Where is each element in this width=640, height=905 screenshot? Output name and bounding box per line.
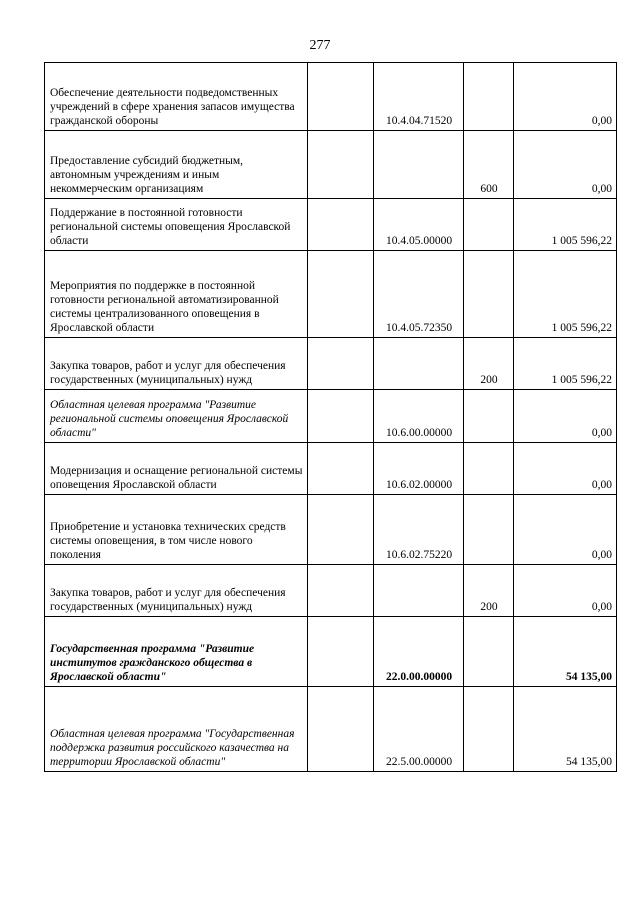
row-amount: 0,00 bbox=[514, 63, 617, 131]
blank-cell bbox=[308, 199, 374, 251]
blank-cell bbox=[308, 338, 374, 390]
row-amount: 1 005 596,22 bbox=[514, 251, 617, 338]
row-amount: 1 005 596,22 bbox=[514, 199, 617, 251]
blank-cell bbox=[308, 131, 374, 199]
row-amount: 0,00 bbox=[514, 390, 617, 443]
row-type: 200 bbox=[464, 338, 514, 390]
row-type bbox=[464, 390, 514, 443]
table-row bbox=[45, 443, 617, 495]
table-row bbox=[45, 199, 617, 251]
row-name: Государственная программа "Развитие институтов гражданского общества в Ярославской области" bbox=[45, 617, 308, 687]
row-code bbox=[374, 131, 464, 199]
blank-cell bbox=[308, 617, 374, 687]
row-type: 600 bbox=[464, 131, 514, 199]
row-name: Областная целевая программа "Государственная поддержка развития российского казачества на территории Ярославской области" bbox=[45, 687, 308, 772]
row-type bbox=[464, 443, 514, 495]
row-type bbox=[464, 495, 514, 565]
row-amount: 1 005 596,22 bbox=[514, 338, 617, 390]
row-code bbox=[374, 338, 464, 390]
row-code: 10.6.02.75220 bbox=[374, 495, 464, 565]
row-type bbox=[464, 199, 514, 251]
blank-cell bbox=[308, 390, 374, 443]
row-name: Приобретение и установка технических средств системы оповещения, в том числе нового поколения bbox=[45, 495, 308, 565]
blank-cell bbox=[308, 495, 374, 565]
blank-cell bbox=[308, 63, 374, 131]
blank-cell bbox=[308, 251, 374, 338]
table-row bbox=[45, 617, 617, 687]
row-code bbox=[374, 565, 464, 617]
table-row bbox=[45, 338, 617, 390]
blank-cell bbox=[308, 565, 374, 617]
row-amount: 0,00 bbox=[514, 565, 617, 617]
row-amount: 0,00 bbox=[514, 443, 617, 495]
table-row bbox=[45, 495, 617, 565]
row-type bbox=[464, 617, 514, 687]
row-code: 22.5.00.00000 bbox=[374, 687, 464, 772]
row-amount: 0,00 bbox=[514, 495, 617, 565]
row-amount: 54 135,00 bbox=[514, 687, 617, 772]
row-amount: 54 135,00 bbox=[514, 617, 617, 687]
table-row bbox=[45, 565, 617, 617]
row-code: 10.6.02.00000 bbox=[374, 443, 464, 495]
row-code: 10.4.05.72350 bbox=[374, 251, 464, 338]
row-name: Обеспечение деятельности подведомственных учреждений в сфере хранения запасов имущества гражданской обороны bbox=[45, 63, 308, 131]
blank-cell bbox=[308, 443, 374, 495]
row-code: 10.6.00.00000 bbox=[374, 390, 464, 443]
row-type: 200 bbox=[464, 565, 514, 617]
row-name: Предоставление субсидий бюджетным, автономным учреждениям и иным некоммерческим организациям bbox=[45, 131, 308, 199]
row-type bbox=[464, 687, 514, 772]
table-row bbox=[45, 390, 617, 443]
row-code: 10.4.04.71520 bbox=[374, 63, 464, 131]
blank-cell bbox=[308, 687, 374, 772]
table-row bbox=[45, 687, 617, 772]
row-amount: 0,00 bbox=[514, 131, 617, 199]
table-row bbox=[45, 251, 617, 338]
row-name: Мероприятия по поддержке в постоянной готовности региональной автоматизированной системы централизованного оповещения в Ярославской области bbox=[45, 251, 308, 338]
table-row bbox=[45, 131, 617, 199]
row-name: Закупка товаров, работ и услуг для обеспечения государственных (муниципальных) нужд bbox=[45, 338, 308, 390]
row-type bbox=[464, 63, 514, 131]
table-row bbox=[45, 63, 617, 131]
row-type bbox=[464, 251, 514, 338]
row-code: 10.4.05.00000 bbox=[374, 199, 464, 251]
row-code: 22.0.00.00000 bbox=[374, 617, 464, 687]
budget-table bbox=[44, 62, 617, 772]
row-name: Закупка товаров, работ и услуг для обеспечения государственных (муниципальных) нужд bbox=[45, 565, 308, 617]
page-number: 277 bbox=[309, 38, 331, 53]
row-name: Поддержание в постоянной готовности региональной системы оповещения Ярославской области bbox=[45, 199, 308, 251]
row-name: Областная целевая программа "Развитие региональной системы оповещения Ярославской области" bbox=[45, 390, 308, 443]
row-name: Модернизация и оснащение региональной системы оповещения Ярославской области bbox=[45, 443, 308, 495]
